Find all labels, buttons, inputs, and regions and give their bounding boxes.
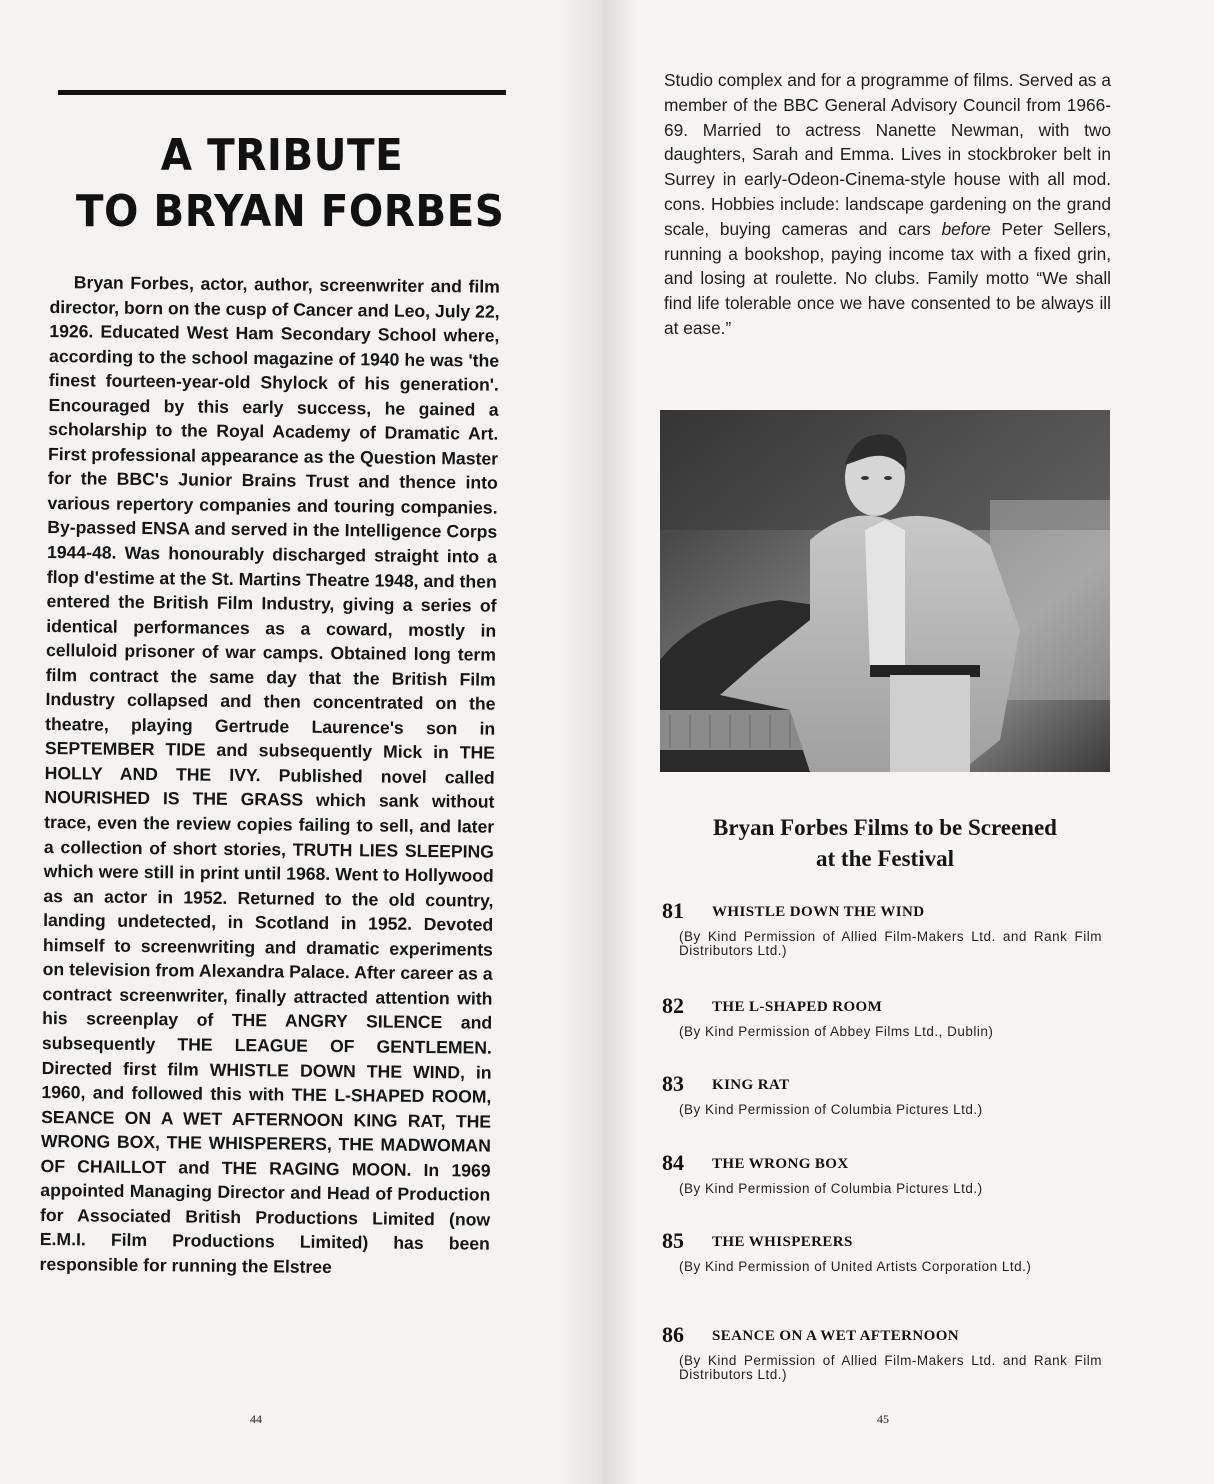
film-entry-85 (662, 1228, 1112, 1274)
film-permission: (By Kind Permission of Allied Film-Makers Ltd. and Rank Film Distributors Ltd.) (679, 929, 1102, 958)
biography-text: Bryan Forbes, actor, author, screenwriter and film director, born on the cusp of Cancer and Leo, July 22, 1926. Educated West Ham Secondary School where, according to the school magazine of 1940 he was 'the finest fourteen-year-old Shylock of his generation'. Encouraged by this early success, he gained a scholarship to the Royal Academy of Dramatic Art. First professional appearance as the Question Master for the BBC's Junior Brains Trust and thence into various repertory companies and touring companies. By-passed ENSA and served in the Intelligence Corps 1944-48. Was honourably discharged straight into a flop d'estime at the St. Martins Theatre 1948, and then entered the British Film Industry, giving a series of identical performances as a coward, mostly in celluloid prisoner of war camps. Obtained long term film contract the same day that the British Film Industry collapsed and then concentrated on the theatre, playing Gertrude Laurence's son in SEPTEMBER TIDE and subsequently Mick in THE HOLLY AND THE IVY. Published novel called NOURISHED IS THE GRASS which sank without trace, even the review copies failing to sell, and later a collection of short stories, TRUTH LIES SLEEPING which were still in print until 1968. Went to Hollywood as an actor in 1952. Returned to the old country, landing undetected, in Scotland in 1952. Devoted himself to screenwriting and dramatic experiments on television from Alexandra Palace. After career as a contract screenwriter, finally attracted attention with his screenplay of THE ANGRY SILENCE and subsequently THE LEAGUE OF GENTLEMEN. Directed first film WHISTLE DOWN THE WIND, in 1960, and followed this with THE L-SHAPED ROOM, SEANCE ON A WET AFTERNOON KING RAT, THE WRONG BOX, THE WHISPERERS, THE MADWOMAN OF CHAILLOT and THE RAGING MOON. In 1969 appointed Managing Director and Head of Production for Associated British Productions Limited (now E.M.I. Film Productions Limited) has been responsible for running the Elstree (39, 272, 500, 1277)
left-page (0, 0, 600, 1484)
title-line-1: A TRIBUTE (160, 130, 404, 181)
film-title: THE WHISPERERS (712, 1234, 853, 1250)
film-permission: (By Kind Permission of Columbia Pictures Ltd.) (679, 1102, 983, 1117)
film-entry-82 (662, 993, 1112, 1039)
film-title: THE L-SHAPED ROOM (712, 999, 883, 1015)
film-permission: (By Kind Permission of United Artists Corporation Ltd.) (679, 1259, 1032, 1274)
continuation-italic: before (941, 218, 991, 239)
portrait-photo (660, 410, 1110, 772)
page-title (75, 128, 505, 240)
title-line-2: TO BRYAN FORBES (75, 186, 505, 237)
film-number: 82 (662, 993, 684, 1018)
page-number-left: 44 (250, 1412, 262, 1426)
film-permission: (By Kind Permission of Allied Film-Makers Ltd. and Rank Film Distributors Ltd.) (679, 1353, 1102, 1382)
films-heading-line-1: Bryan Forbes Films to be Screened (713, 815, 1057, 840)
film-entry-86 (662, 1322, 1112, 1382)
film-title: KING RAT (712, 1077, 790, 1093)
film-permission: (By Kind Permission of Abbey Films Ltd., Dublin) (679, 1024, 994, 1039)
films-heading-line-2: at the Festival (816, 846, 954, 871)
film-entry-81 (662, 898, 1112, 958)
film-title: SEANCE ON A WET AFTERNOON (712, 1328, 960, 1344)
film-number: 85 (662, 1228, 684, 1253)
biography-continuation (664, 68, 1111, 341)
film-number: 86 (662, 1322, 684, 1347)
film-title: WHISTLE DOWN THE WIND (712, 904, 925, 920)
book-gutter (560, 0, 640, 1484)
film-entry-83 (662, 1071, 1112, 1117)
page-number-right: 45 (877, 1412, 889, 1426)
film-number: 84 (662, 1150, 684, 1175)
title-rule (58, 90, 506, 95)
film-number: 83 (662, 1071, 684, 1096)
film-number: 81 (662, 898, 684, 923)
films-heading (660, 812, 1110, 874)
film-entry-84 (662, 1150, 1112, 1196)
continuation-text-b: Peter Sellers, running a bookshop, paying income tax with a fixed grin, and losing at roulette. No clubs. Family motto “We shall find life tolerable once we have consented to be always ill at ease.” (664, 218, 1112, 338)
film-title: THE WRONG BOX (712, 1156, 849, 1172)
continuation-text-a: Studio complex and for a programme of films. Served as a member of the BBC General Advisory Council from 1966-69. Married to actress Nanette Newman, with two daughters, Sarah and Emma. Lives in stockbroker belt in Surrey in early-Odeon-Cinema-style house with all mod. cons. Hobbies include: landscape gardening on the grand scale, buying cameras and cars (664, 70, 1111, 239)
film-permission: (By Kind Permission of Columbia Pictures Ltd.) (679, 1181, 983, 1196)
